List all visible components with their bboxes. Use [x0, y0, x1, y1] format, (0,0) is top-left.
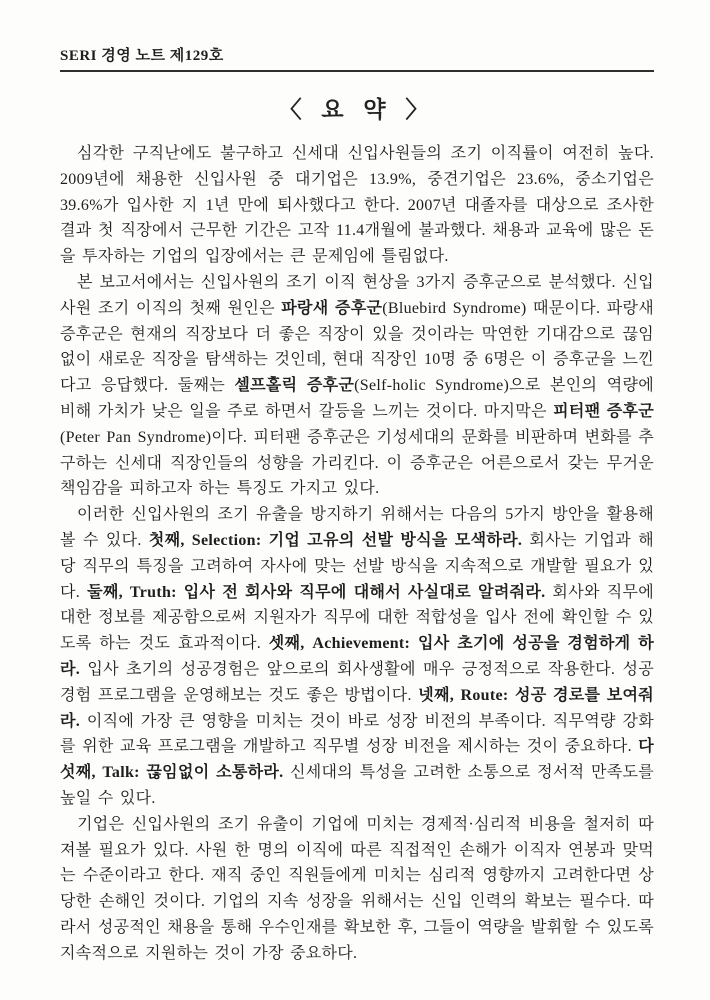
emphasis-text: 다섯째, Talk: 끊임없이 소통하라. — [60, 738, 654, 782]
body-text: 이러한 신입사원의 조기 유출을 방지하기 위해서는 다음의 5가지 방안을 활용해볼 수 있다. — [60, 506, 654, 549]
paragraph — [60, 812, 654, 967]
body-text: 회사는 기업과 해당 직무의 특징을 고려하여 자사에 맞는 선발 방식을 지속적으로 개발할 필요가 있다. — [60, 531, 654, 601]
emphasis-text: 넷째, Route: 성공 경로를 보여줘라. — [60, 686, 654, 730]
body-text: 기업은 신입사원의 조기 유출이 기업에 미치는 경제적·심리적 비용을 철저히 따져볼 필요가 있다. 사원 한 명의 이직에 따른 직접적인 손해가 이직자 연봉과 맞먹는 수준이라고 한다. 재직 중인 직원들에게 미치는 심리적 영향까지 고려한다면 상당한 손해인 것이다. 기업의 지속 성장을 위해서는 신입 인력의 확보는 필수다. 따라서 성공적인 채용을 통해 우수인재를 확보한 후, 그들이 역량을 발휘할 수 있도록 지속적으로 지원하는 것이 가장 중요하다. — [60, 815, 654, 962]
body-text: 회사와 직무에 대한 정보를 제공함으로써 지원자가 직무에 대한 적합성을 입사 전에 확인할 수 있도록 하는 것도 효과적이다. — [60, 583, 654, 653]
emphasis-text: 피터팬 증후군 — [553, 402, 655, 420]
emphasis-text: 셀프홀릭 증후군 — [234, 377, 355, 395]
paragraph — [60, 141, 654, 270]
body-text: 본 보고서에서는 신입사원의 조기 이직 현상을 3가지 증후군으로 분석했다. 신입사원 조기 이직의 첫째 원인은 — [60, 273, 654, 317]
emphasis-text: 셋째, Achievement: 입사 초기에 성공을 경험하게 하라. — [60, 635, 654, 678]
emphasis-text: 첫째, Selection: 기업 고유의 선발 방식을 모색하라. — [148, 531, 523, 549]
body-text: (Bluebird Syndrome) 때문이다. 파랑새 증후군은 현재의 직장보다 더 좋은 직장이 있을 것이라는 막연한 기대감으로 끊임없이 새로운 직장을 탐색하는 것인데, 현대 직장인 10명 중 6명은 이 증후군을 느낀다고 응답했다. 둘째는 — [60, 299, 654, 395]
emphasis-text: 파랑새 증후군 — [281, 299, 383, 317]
paragraph — [60, 502, 654, 812]
body-text: 이직에 가장 큰 영향을 미치는 것이 바로 성장 비전의 부족이다. 직무역량 강화를 위한 교육 프로그램을 개발하고 직무별 성장 비전을 제시하는 것이 중요하다. — [60, 712, 654, 756]
summary-body — [60, 141, 654, 967]
body-text: (Self-holic Syndrome)으로 본인의 역량에 비해 가치가 낮은 일을 주로 하면서 갈등을 느끼는 것이다. 마지막은 — [60, 377, 655, 420]
header-divider — [60, 70, 654, 72]
body-text: 입사 초기의 성공경험은 앞으로의 회사생활에 매우 긍정적으로 작용한다. 성공 경험 프로그램을 운영해보는 것도 좋은 방법이다. — [60, 660, 654, 704]
paragraph — [60, 270, 654, 502]
body-text: (Peter Pan Syndrome)이다. 피터팬 증후군은 기성세대의 문화를 비판하며 변화를 추구하는 신세대 직장인들의 성향을 가리킨다. 이 증후군은 어른으로서 갖는 무거운 책임감을 피하고자 하는 특징도 가지고 있다. — [60, 428, 654, 498]
document-header: SERI 경영 노트 제129호 — [60, 48, 224, 64]
emphasis-text: 둘째, Truth: 입사 전 회사와 직무에 대해서 사실대로 알려줘라. — [87, 583, 546, 601]
body-text: 심각한 구직난에도 불구하고 신세대 신입사원들의 조기 이직률이 여전히 높다. 2009년에 채용한 신입사원 중 대기업은 13.9%, 중견기업은 23.6%, 중소기업은 39.6%가 입사한 지 1년 만에 퇴사했다고 한다. 2007년 대졸자를 대상으로 조사한 결과 첫 직장에서 근무한 기간은 고작 11.4개월에 불과했다. 채용과 교육에 많은 돈을 투자하는 기업의 입장에서는 큰 문제임에 틀림없다. — [60, 145, 654, 266]
body-text: 신세대의 특성을 고려한 소통으로 정서적 만족도를 높일 수 있다. — [60, 764, 654, 807]
summary-title: 〈 요 약 〉 — [278, 97, 436, 122]
